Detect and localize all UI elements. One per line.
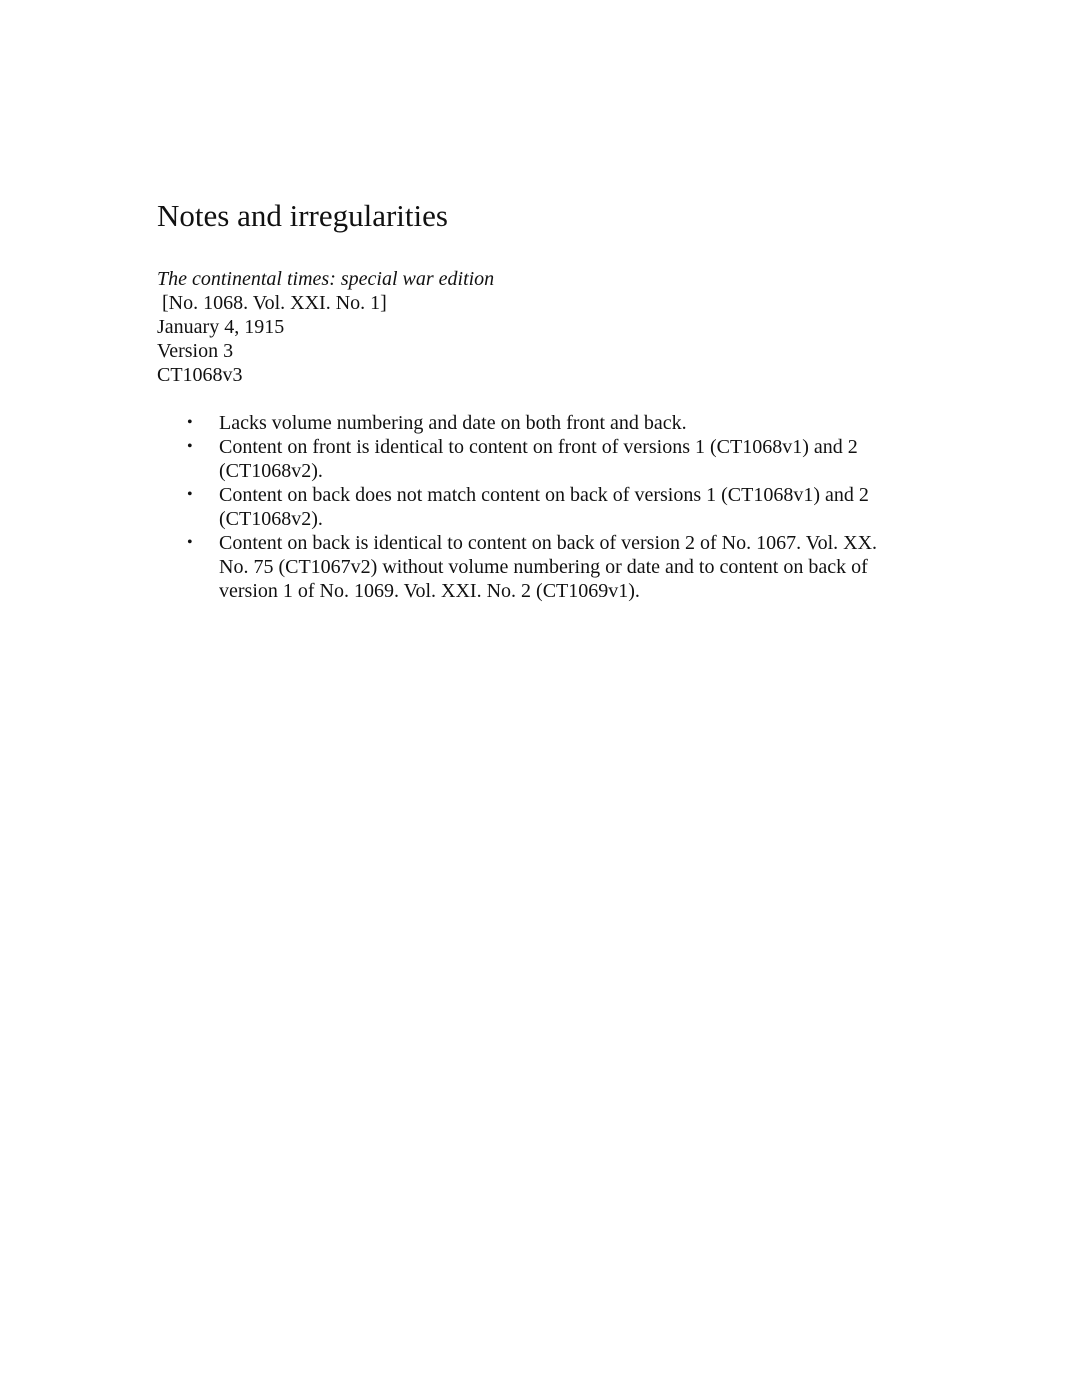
list-item: [157, 435, 909, 483]
note-text: Content on back does not match content on back of versions 1 (CT1068v1) and 2 (CT1068v2).: [219, 484, 869, 530]
publication-version: Version 3: [157, 340, 234, 362]
publication-details: [157, 267, 917, 387]
publication-identifier: CT1068v3: [157, 364, 243, 386]
publication-title: The continental times: special war edition: [157, 268, 495, 290]
bullet-icon: •: [187, 486, 193, 503]
list-item: [157, 483, 909, 531]
list-item: [157, 411, 909, 435]
bullet-icon: •: [187, 438, 193, 455]
bullet-icon: •: [187, 534, 193, 551]
note-text: Content on back is identical to content on back of version 2 of No. 1067. Vol. XX. No. 75 (CT1067v2) without volume numbering or date and to content on back of version 1 of No. 1069. Vol. XXI. No. 2 (CT1069v1).: [219, 532, 878, 602]
publication-date: January 4, 1915: [157, 316, 285, 338]
notes-list: [157, 411, 917, 603]
document-page: [157, 196, 917, 603]
note-text: Content on front is identical to content on front of versions 1 (CT1068v1) and 2 (CT1068v2).: [219, 436, 858, 482]
page-title: Notes and irregularities: [157, 198, 448, 233]
bullet-icon: •: [187, 414, 193, 431]
note-text: Lacks volume numbering and date on both front and back.: [219, 412, 687, 434]
publication-issue: [No. 1068. Vol. XXI. No. 1]: [157, 292, 387, 314]
list-item: [157, 531, 909, 603]
